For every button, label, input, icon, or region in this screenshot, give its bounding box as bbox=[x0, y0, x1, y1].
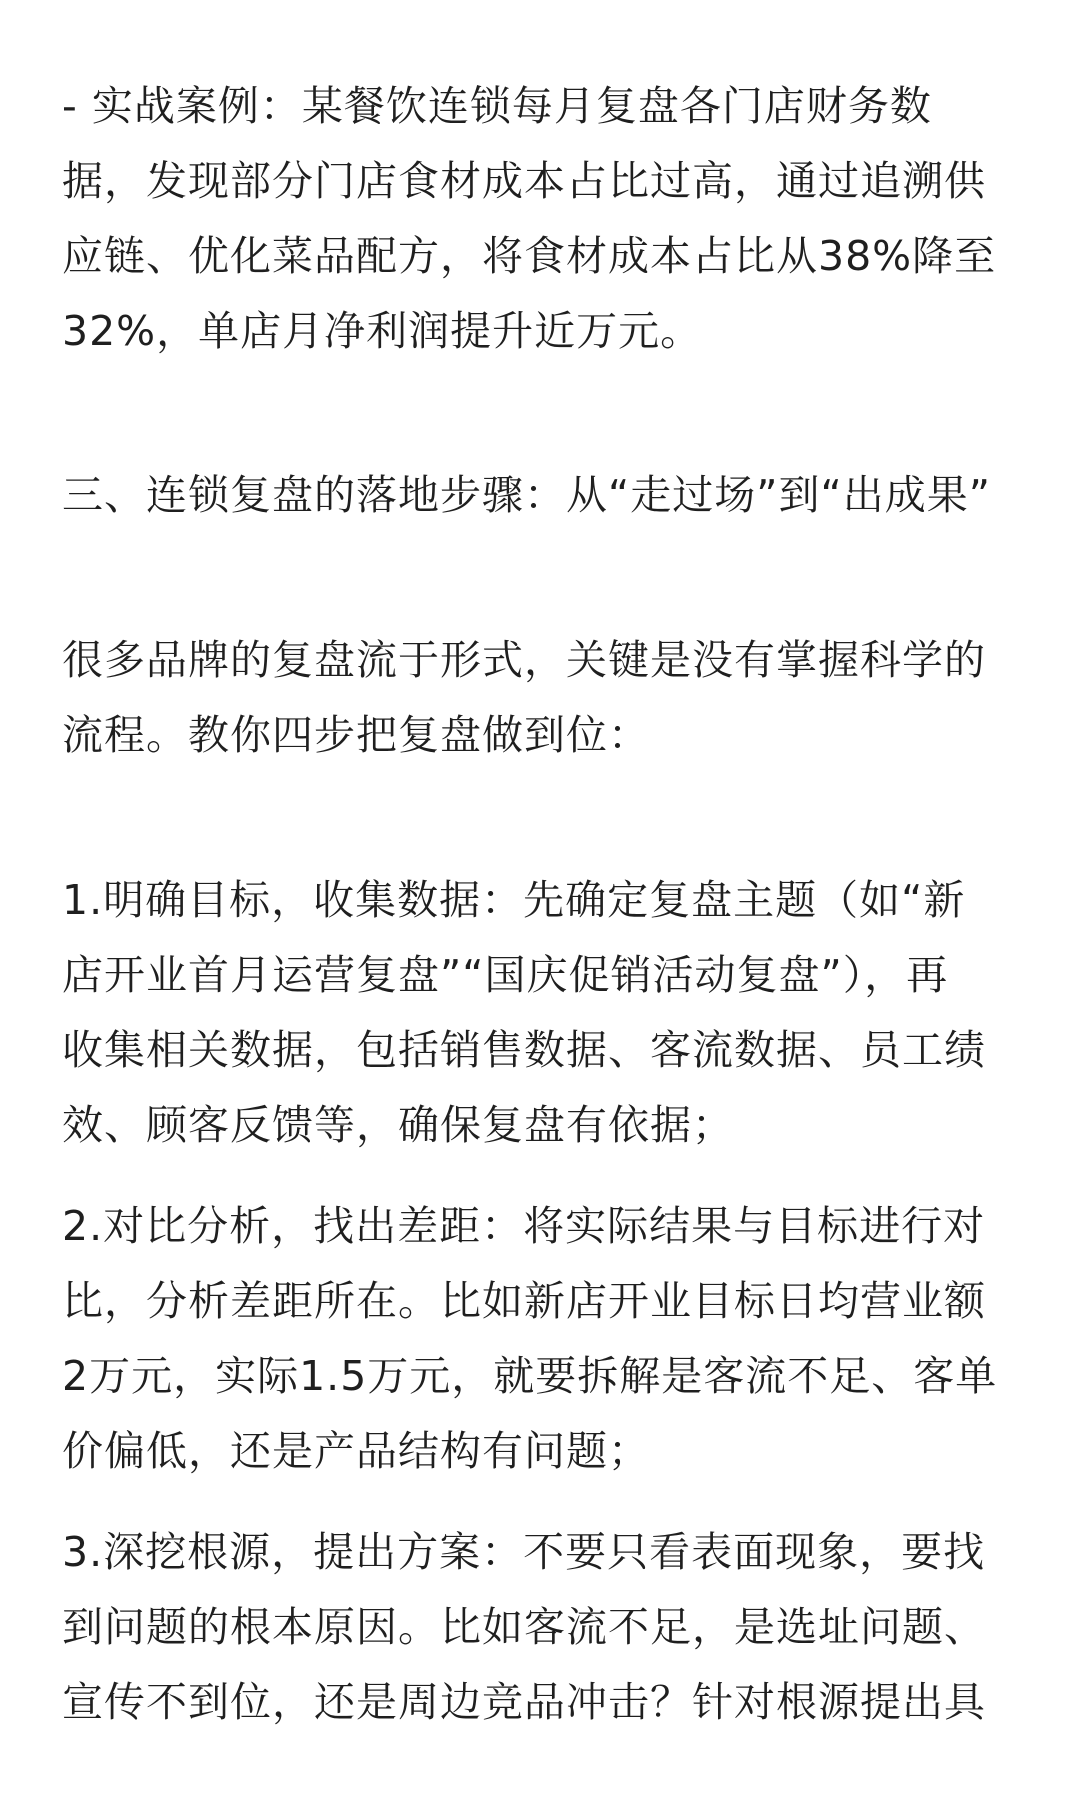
step-3-line-3: 宣传不到位，还是周边竞品冲击？针对根源提出具 bbox=[62, 1678, 986, 1726]
section-heading: 三、连锁复盘的落地步骤：从“走过场”到“出成果” bbox=[62, 471, 991, 519]
text-line-7: 流程。教你四步把复盘做到位： bbox=[62, 711, 650, 759]
step-1-line-4: 效、顾客反馈等，确保复盘有依据； bbox=[62, 1101, 734, 1149]
text-line-6: 很多品牌的复盘流于形式，关键是没有掌握科学的 bbox=[62, 636, 986, 684]
step-2-line-2: 比，分析差距所在。比如新店开业目标日均营业额 bbox=[62, 1277, 986, 1325]
step-2-line-3: 2万元，实际1.5万元，就要拆解是客流不足、客单 bbox=[62, 1352, 998, 1400]
text-line-2: 据，发现部分门店食材成本占比过高，通过追溯供 bbox=[62, 157, 986, 205]
step-3-line-1: 3.深挖根源，提出方案：不要只看表面现象，要找 bbox=[62, 1528, 986, 1576]
step-2-line-1: 2.对比分析，找出差距：将实际结果与目标进行对 bbox=[62, 1202, 986, 1250]
step-1-line-1: 1.明确目标，收集数据：先确定复盘主题（如“新 bbox=[62, 876, 966, 924]
step-1-line-3: 收集相关数据，包括销售数据、客流数据、员工绩 bbox=[62, 1026, 986, 1074]
text-line-3: 应链、优化菜品配方，将食材成本占比从38%降至 bbox=[62, 232, 997, 280]
text-line-1: - 实战案例：某餐饮连锁每月复盘各门店财务数 bbox=[62, 82, 932, 130]
step-3-line-2: 到问题的根本原因。比如客流不足，是选址问题、 bbox=[62, 1603, 986, 1651]
step-1-line-2: 店开业首月运营复盘”“国庆促销活动复盘”），再 bbox=[62, 951, 949, 999]
text-line-4: 32%，单店月净利润提升近万元。 bbox=[62, 307, 703, 355]
step-2-line-4: 价偏低，还是产品结构有问题； bbox=[62, 1427, 650, 1475]
